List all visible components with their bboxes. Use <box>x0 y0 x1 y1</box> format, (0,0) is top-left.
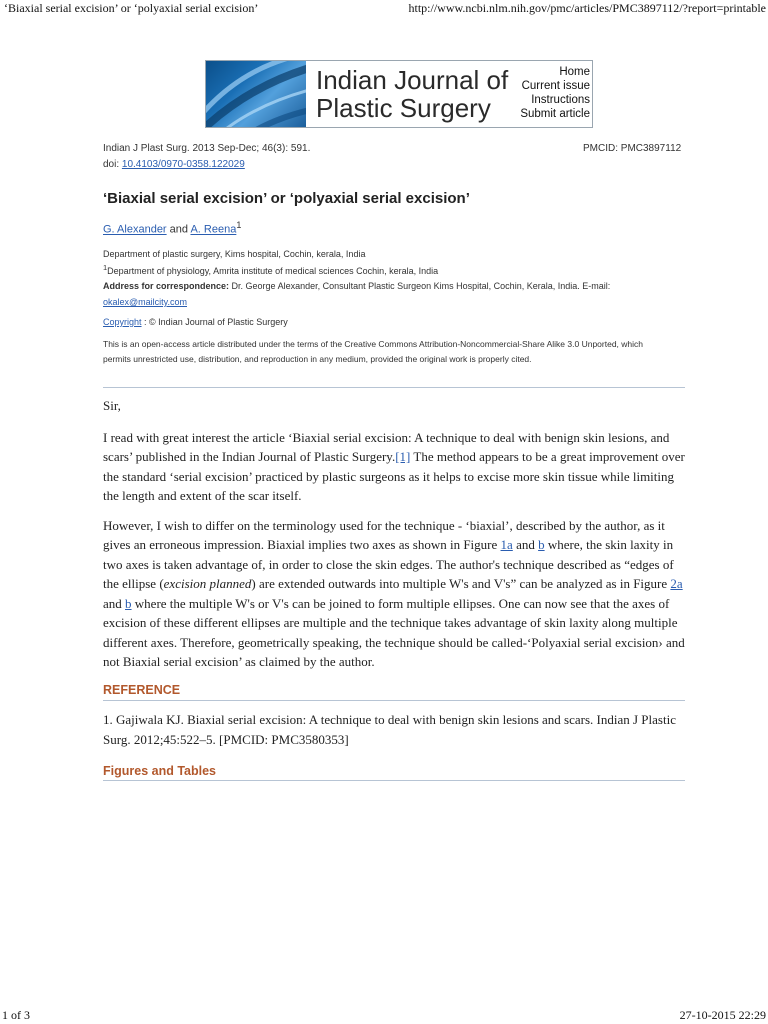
pmcid: PMCID: PMC3897112 <box>583 143 682 154</box>
print-footer <box>0 1006 768 1024</box>
doi-label: doi: <box>103 159 120 170</box>
correspondence-text: Dr. George Alexander, Consultant Plastic Surgeon Kims Hospital, Cochin, Kerala, India. E-mail: <box>231 281 611 291</box>
affiliation-superscript: 1 <box>103 263 108 272</box>
figure-link-2b[interactable]: b <box>125 595 132 611</box>
article-title: ‘Biaxial serial excision’ or ‘polyaxial serial excision’ <box>103 190 470 207</box>
print-header-url: http://www.ncbi.nlm.nih.gov/pmc/articles/PMC3897112/?report=printable <box>408 1 766 15</box>
journal-banner <box>205 60 593 128</box>
paragraph-1-text-a: I read with great interest the article ‘Biaxial serial excision: A technique to deal with benign skin lesions, and scars’ published in the Indian Journal of Plastic Surgery. <box>103 429 670 464</box>
license-text: This is an open-access article distributed under the terms of the Creative Commons Attribution-Noncommercial-Share Alike 3.0 Unported, which permits unrestricted use, distribution, and reproduction in any medium, provided the original work is properly cited. <box>103 339 643 364</box>
doi <box>103 159 245 170</box>
paragraph-1-text-b: The method appears to be a great improvement over the standard ‘serial excision’ practiced by plastic surgeons as it helps to excise more skin tissue while limiting the length and extent of the scar itself. <box>103 449 685 503</box>
banner-artwork <box>206 61 306 127</box>
copyright-link[interactable]: Copyright <box>103 317 142 327</box>
nav-home-link[interactable]: Home <box>559 66 590 78</box>
paragraph-2-text-a: However, I wish to differ on the terminology used for the technique - ‘biaxial’, described by the author, as it gives an erroneous impression. Biaxial implies two axes as shown in Figure <box>103 517 665 552</box>
paragraph-2 <box>103 516 689 672</box>
copyright <box>103 317 288 327</box>
salutation: Sir, <box>103 398 121 413</box>
paragraph-2-text-b: and <box>512 537 539 552</box>
correspondence-label: Address for correspondence: <box>103 281 230 291</box>
figures-heading: Figures and Tables <box>103 764 216 778</box>
correspondence-email-link[interactable]: okalex@mailcity.com <box>103 297 187 307</box>
paragraph-2-text-e: and <box>103 595 126 611</box>
print-header <box>0 0 768 20</box>
figure-link-2a[interactable]: 2a <box>670 576 683 591</box>
figure-link-1a[interactable]: 1a <box>500 537 513 552</box>
page-number: 1 of 3 <box>2 1008 30 1022</box>
copyright-text: : © Indian Journal of Plastic Surgery <box>144 317 288 327</box>
author-link-alexander[interactable]: G. Alexander <box>103 223 167 236</box>
paragraph-2-text-d: ) are extended outwards into multiple W's and V's” can be analyzed as in Figure <box>251 576 671 591</box>
citation: Indian J Plast Surg. 2013 Sep-Dec; 46(3): 591. <box>103 143 311 154</box>
nav-current-issue-link[interactable]: Current issue <box>521 80 590 92</box>
doi-link[interactable]: 10.4103/0970-0358.122029 <box>121 159 245 170</box>
paragraph-2-text-f: where the multiple W's or V's can be joined to form multiple ellipses. One can now see that the axes of excision of these different ellipses are multiple and the technique takes advantage of skin laxity along multiple different axes. Therefore, geometrically speaking, the technique should be called-‘Polyaxial serial excision› and not Biaxial serial excision’ as claimed by the author. <box>103 595 685 669</box>
author-link-reena[interactable]: A. Reena <box>190 223 237 236</box>
authors-and: and <box>169 223 189 236</box>
reference-divider <box>103 700 685 701</box>
print-header-title: ‘Biaxial serial excision’ or ‘polyaxial serial excision’ <box>4 1 259 15</box>
paragraph-2-italic: excision planned <box>163 576 252 591</box>
letter-body <box>103 396 689 682</box>
banner-nav <box>520 65 590 121</box>
print-datetime: 27-10-2015 22:29 <box>679 1008 766 1022</box>
correspondence <box>103 278 663 310</box>
reference-item: 1. Gajiwala KJ. Biaxial serial excision: A technique to deal with benign skin lesions and scars. Indian J Plastic Surg. 2012;45:522–5. [PMCID: PMC3580353] <box>103 712 676 747</box>
reference-link-1[interactable]: [1] <box>395 449 411 464</box>
journal-title: Indian Journal of Plastic Surgery <box>316 65 509 123</box>
divider <box>103 387 685 388</box>
reference-heading: REFERENCE <box>103 683 181 697</box>
author-superscript: 1 <box>236 220 242 230</box>
figures-divider <box>103 780 685 781</box>
affiliation-2-text: Department of physiology, Amrita institute of medical sciences Cochin, kerala, India <box>107 266 439 276</box>
authors <box>103 220 241 236</box>
nav-submit-article-link[interactable]: Submit article <box>520 108 590 120</box>
affiliation-2 <box>103 262 438 277</box>
paragraph-2-text-c: where, the skin laxity in two axes is taken advantage of, in order to close the skin edges. The author's technique described as “edges of the ellipse ( <box>103 537 674 591</box>
paragraph-1 <box>103 428 689 506</box>
nav-instructions-link[interactable]: Instructions <box>531 94 590 106</box>
affiliation-1: Department of plastic surgery, Kims hospital, Cochin, kerala, India <box>103 249 366 259</box>
figure-link-1b[interactable]: b <box>538 537 545 552</box>
